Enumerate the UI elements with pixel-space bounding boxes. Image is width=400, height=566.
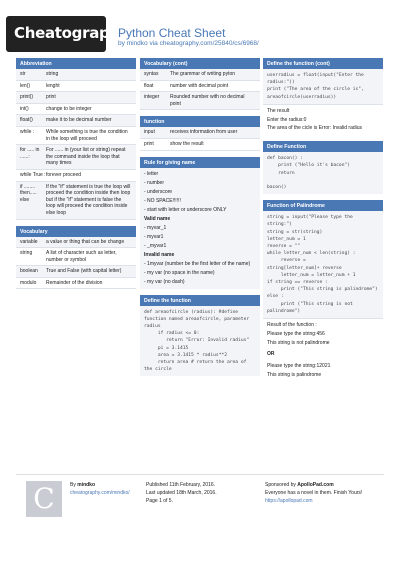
- table-row: [16, 248, 136, 266]
- rules-body: [140, 168, 260, 289]
- row-key: float(): [20, 117, 33, 124]
- list-item: - NO SPACE!!!!!!: [144, 197, 181, 204]
- subtitle: [118, 40, 259, 47]
- function-table: [140, 127, 260, 150]
- section-title: Define Function: [263, 141, 383, 152]
- result-line: The result: [267, 107, 290, 114]
- row-key: syntax: [144, 71, 159, 77]
- valid-list: [140, 224, 260, 251]
- table-row: [140, 127, 260, 139]
- table-row: [140, 81, 260, 93]
- sponsor-tagline: Everyone has a novel in them. Finish Yours!: [265, 490, 363, 496]
- section-define-function-cont: [263, 58, 383, 135]
- row-value: A list of character such as letter, number or symbol: [46, 250, 117, 263]
- section-title: Define the function: [140, 295, 260, 306]
- table-row: [140, 139, 260, 151]
- or-label: OR: [267, 351, 275, 358]
- valid-name-heading: Valid name: [144, 215, 171, 222]
- footer-sponsor: [265, 481, 362, 505]
- section-function: [140, 116, 260, 150]
- result-line: The area of the cicle is Error: Invalid radius: [267, 125, 363, 132]
- table-row: [16, 127, 136, 145]
- code-block: userradius = float(input("Enter the radius:")) print ("The area of the circle is", areaofcircle(userradius)): [267, 73, 364, 100]
- author-link[interactable]: mindko: [126, 40, 148, 47]
- list-item: - my var (no dash): [144, 278, 185, 285]
- row-value: show the result: [170, 140, 204, 147]
- invalid-name-heading: Invalid name: [144, 251, 175, 258]
- row-key: string: [20, 250, 33, 257]
- section-palindrome: [263, 200, 383, 382]
- result-line: This string is not palindrome: [267, 339, 330, 346]
- row-key: int(): [20, 105, 29, 112]
- row-value: a value or thing that can be change: [46, 238, 125, 245]
- via-label: via: [149, 40, 158, 47]
- section-vocabulary: [16, 226, 136, 290]
- list-item: - underscore: [144, 188, 173, 195]
- row-key: print: [144, 140, 154, 147]
- column-3: [263, 58, 383, 388]
- row-value: Rounded number with no decimal point: [170, 94, 245, 107]
- table-row: [16, 237, 136, 249]
- code-block: string = input("Please type the string:") string = str(string) letter_num = 1 reverse = "" while letter_num < len(string) : reverse = string[letter_num]+ reverse letter_num = letter_num + 1 if string == reverse : print ("This string is palindrome") else : print ("This string is not palindrome"): [267, 215, 378, 314]
- list-item: - myvar1: [144, 233, 164, 240]
- section-vocabulary-cont: [140, 58, 260, 110]
- page-title: Python Cheat Sheet: [118, 26, 226, 40]
- list-item: - 1myvar (number be the first letter of the name): [144, 260, 251, 267]
- row-key: print(): [20, 94, 34, 101]
- section-rule-for-name: [140, 157, 260, 289]
- row-key: len(): [20, 82, 31, 89]
- rules-list: [140, 170, 260, 215]
- section-abbreviation: [16, 58, 136, 220]
- row-value: number with decimal point: [170, 82, 229, 89]
- footer-dates: [146, 481, 217, 505]
- row-key: if ........ then..... else: [20, 183, 37, 203]
- list-item: - number: [144, 179, 165, 186]
- table-row: [16, 145, 136, 170]
- table-row: [16, 278, 136, 290]
- vocabulary-cont-table: [140, 69, 260, 110]
- footer-author: [70, 481, 130, 497]
- row-key: modulo: [20, 279, 37, 286]
- result-line: Enter the radius:0: [267, 116, 307, 123]
- result-line: This string is palindrome: [267, 372, 322, 379]
- row-value: receives information from user: [170, 129, 238, 136]
- result-line: Result of the function :: [267, 322, 317, 329]
- sheet-url-link[interactable]: cheatography.com/25840/cs/6968/: [159, 40, 259, 47]
- section-title: function: [140, 116, 260, 127]
- section-title: Define the function (cont): [263, 58, 383, 69]
- row-key: for ..... in ......:: [20, 147, 40, 160]
- section-title: Abbreviation: [16, 58, 136, 69]
- row-key: variable: [20, 238, 38, 245]
- list-item: - letter: [144, 170, 159, 177]
- published-date: Published 11th February, 2016.: [146, 482, 216, 488]
- row-key: boolean: [20, 268, 38, 275]
- row-value: lenght: [46, 82, 60, 89]
- row-value: The grammar of writing pyton: [170, 71, 236, 77]
- code-block: def bacon() : print ("Hello it's bacon") return bacon(): [267, 156, 350, 191]
- list-item: - start with letter or underscore ONLY: [144, 206, 227, 213]
- table-row: [16, 115, 136, 127]
- row-value: string: [46, 71, 59, 77]
- table-row: [16, 104, 136, 116]
- row-value: forever proceed: [46, 171, 82, 178]
- list-item: - my var (no space in the name): [144, 269, 215, 276]
- row-value: True and False (with capital letter): [46, 268, 122, 275]
- row-key: float: [144, 82, 154, 89]
- row-value: Remainder of the division: [46, 279, 103, 286]
- section-title: Vocabulary: [16, 226, 136, 237]
- result-output-2: [263, 362, 383, 380]
- table-row: [16, 81, 136, 93]
- section-title: Rule for giving name: [140, 157, 260, 168]
- header: [0, 0, 400, 60]
- by-label: By: [70, 482, 76, 488]
- abbreviation-table: [16, 69, 136, 220]
- author-profile-link[interactable]: cheatography.com/mindko/: [70, 490, 130, 496]
- vocabulary-table: [16, 237, 136, 290]
- column-1: [16, 58, 136, 295]
- sponsored-label: Sponsored by: [265, 482, 296, 488]
- table-row: [140, 69, 260, 81]
- row-value: For ...... in (your list or string) repeat the command inside the loop that many times: [46, 147, 126, 167]
- sponsor-link[interactable]: ApolloPad.com: [297, 482, 334, 488]
- row-key: while :: [20, 128, 35, 135]
- row-value: change to be integer: [46, 105, 92, 112]
- list-item: - _myvar1: [144, 242, 167, 249]
- row-value: print: [46, 94, 56, 101]
- row-value: While something is true the condition in the loop will proceed: [46, 128, 128, 142]
- table-row: [16, 170, 136, 182]
- table-row: [16, 69, 136, 81]
- row-key: while True :: [20, 171, 46, 178]
- invalid-list: [140, 260, 260, 287]
- column-2: [140, 58, 260, 382]
- updated-date: Last updated 18th March, 2016.: [146, 490, 217, 496]
- page-count: Page 1 of 5.: [146, 498, 173, 504]
- result-line: Please type the string:12021: [267, 363, 331, 370]
- table-row: [140, 92, 260, 110]
- result-block: [263, 104, 383, 135]
- by-label: by: [118, 40, 125, 47]
- section-title: Function of Palindrome: [263, 200, 383, 211]
- section-define-function-2: [263, 141, 383, 194]
- author-name[interactable]: mindko: [77, 482, 96, 488]
- logo-text: Cheatography: [14, 24, 130, 42]
- sponsor-url[interactable]: https://apollopad.com: [265, 498, 313, 504]
- row-key: input: [144, 129, 155, 136]
- row-key: integer: [144, 94, 160, 101]
- footer: [16, 474, 384, 534]
- table-row: [16, 182, 136, 220]
- row-key: str: [20, 71, 26, 77]
- code-block: def areaofcircle (radius): #define function named areaofcircle, parameter radius if radius <= 0: return "Error: Invalid radius" pi = 3.1415 area = 3.1415 * radius**2 return area # return the area of the circle: [144, 309, 250, 373]
- list-item: - myvar_1: [144, 224, 167, 231]
- result-output-1: [263, 321, 383, 347]
- result-line: Please type the string:456: [267, 330, 325, 337]
- section-define-function: [140, 295, 260, 377]
- row-value: If the "if" statement is true the loop will proceed the condition inside then loop but if the "if" statement is false the loop will proceed the condition inside else loop: [46, 183, 131, 216]
- author-avatar[interactable]: C: [26, 481, 62, 517]
- section-title: Vocabulary (cont): [140, 58, 260, 69]
- result-block: [263, 318, 383, 382]
- row-value: make it to be decimal number: [46, 117, 112, 124]
- table-row: [16, 92, 136, 104]
- table-row: [16, 266, 136, 278]
